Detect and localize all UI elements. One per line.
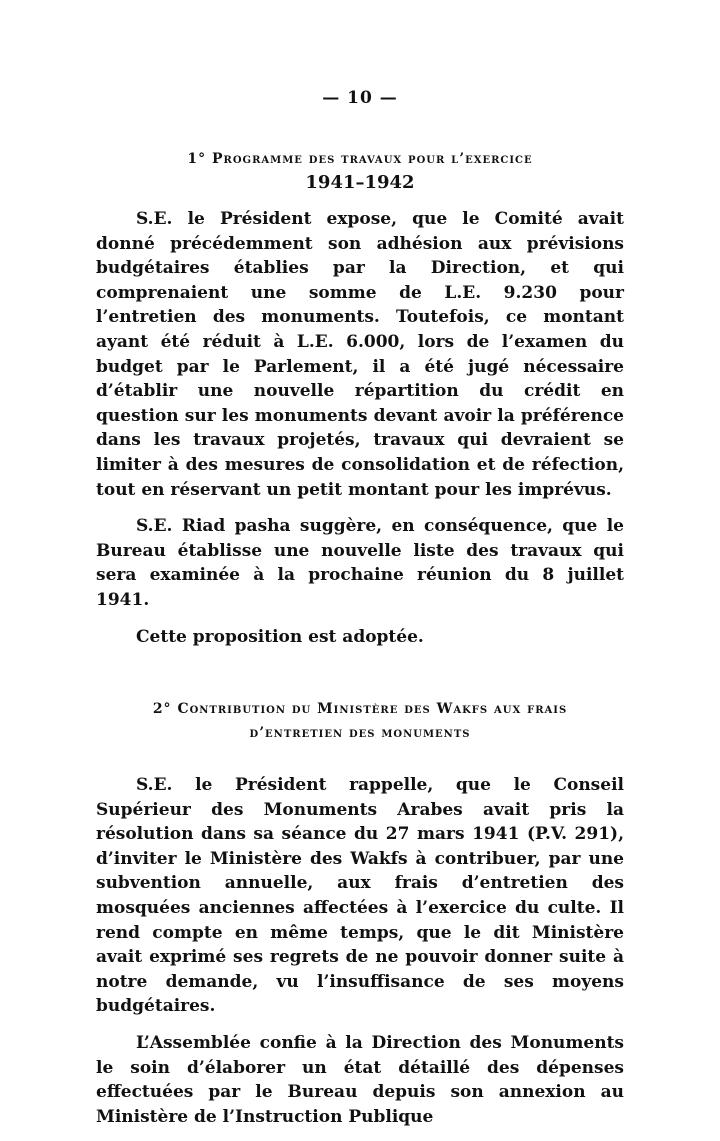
section-1-title-text: Programme des travaux pour l’exercice [211,151,533,167]
section-2-title-text-1: Contribution du Ministère des Wakfs aux frais [177,701,568,718]
section-2-title-line-1 [96,697,624,721]
section-1-number: 1° [187,151,207,167]
section-1-paragraph-1: S.E. le Président expose, que le Comité avait donné précédemment son adhésion aux prévisions budgétaires établies par la Direction, et qui comprenaient une somme de L.E. 9.230 pour l’entretien des monuments. Toutefois, ce montant ayant été réduit à L.E. 6.000, lors de l’examen du budget par le Parlement, il a été jugé nécessaire d’établir une nouvelle répartition du crédit en question sur les monuments devant avoir la préférence dans les travaux projetés, travaux qui devraient se limiter à des mesures de consolidation et de réfection, tout en réservant un petit montant pour les imprévus. [96,209,624,500]
section-2-number: 2° [152,701,172,718]
section-2-title-line-2: d’entretien des monuments [249,725,471,742]
page-number: — 10 — [322,88,398,108]
document-page [96,88,624,1141]
section-spacer [96,661,624,697]
section-1-paragraph-3: Cette proposition est adoptée. [136,626,424,647]
section-1-title [96,148,624,170]
section-1 [96,148,624,649]
section-2-paragraph-1: S.E. le Président rappelle, que le Conseil Supérieur des Monuments Arabes avait pris la résolution dans sa séance du 27 mars 1941 (P.V. 291), d’inviter le Ministère des Wakfs à contribuer, par une subvention annuelle, aux frais d’entretien des mosquées anciennes affectées à l’exercice du culte. Il rend compte en même temps, que le dit Ministère avait exprimé ses regrets de ne pouvoir donner suite à notre demande, vu l’insuffisance de ses moyens budgétaires. [96,775,624,1017]
section-1-paragraph-2: S.E. Riad pasha suggère, en conséquence, que le Bureau établisse une nouvelle liste des travaux qui sera examinée à la prochaine réunion du 8 juillet 1941. [96,516,624,610]
section-2 [96,697,624,1129]
section-1-years: 1941–1942 [305,172,415,193]
section-2-paragraph-2: L’Assemblée confie à la Direction des Monuments le soin d’élaborer un état détaillé des dépenses effectuées par le Bureau depuis son annexion au Ministère de l’Instruction Publique [96,1033,624,1127]
